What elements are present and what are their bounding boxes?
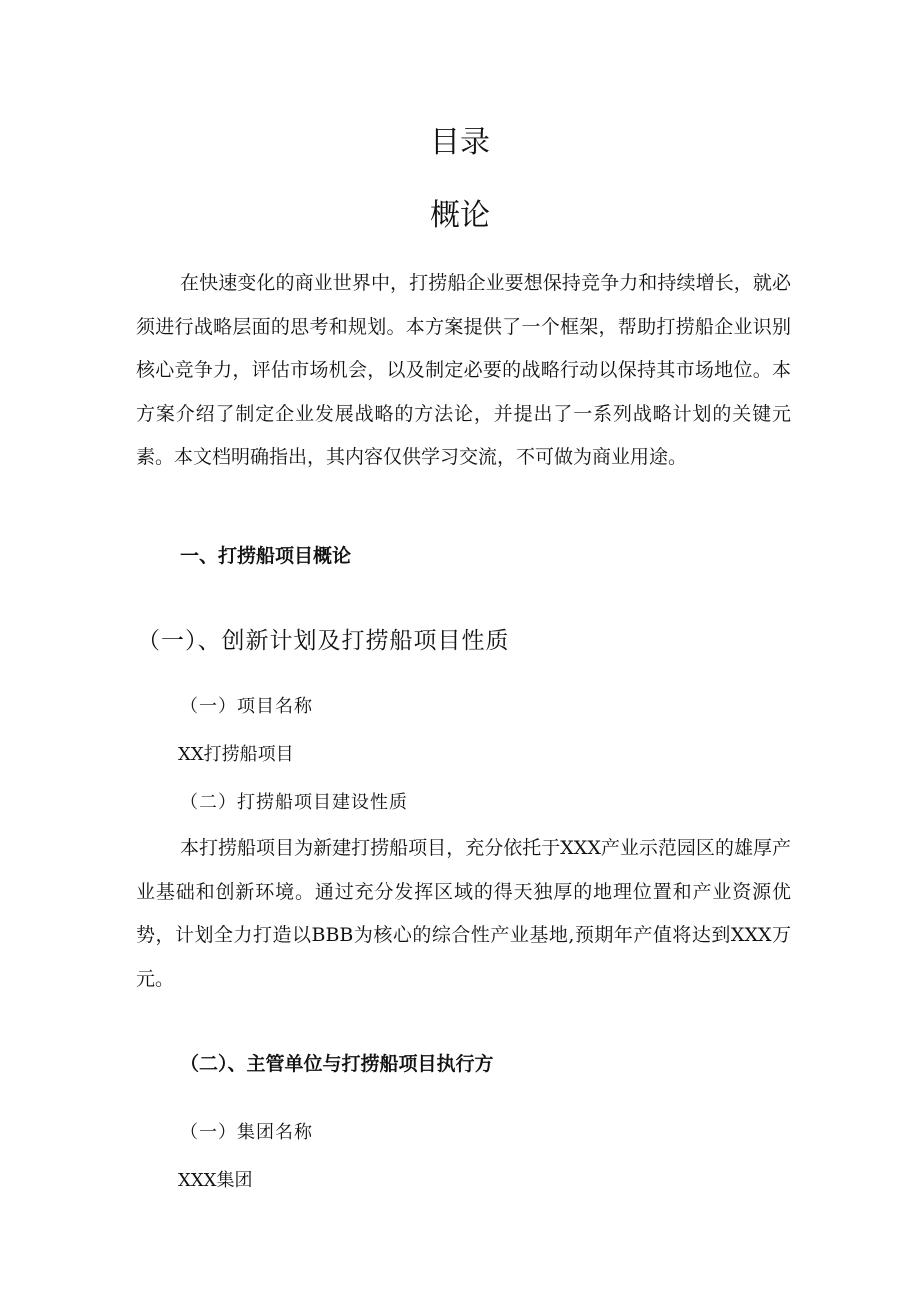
group-name-value: XXX集团 [178, 1170, 253, 1191]
construction-nature-paragraph: 本打捞船项目为新建打捞船项目，充分依托于XXX产业示范园区的雄厚产业基础和创新环境。通过充分发挥区域的得天独厚的地理位置和产业资源优势，计划全力打造以BBB为核心的综合性产业基地,预期年产值将达到XXX万元。 [136, 837, 791, 990]
section-heading-overview: 一、打捞船项目概论 [180, 545, 352, 567]
item-label-project-name: （一）项目名称 [180, 696, 313, 717]
item-label-construction-nature: （二）打捞船项目建设性质 [180, 792, 408, 813]
project-name-value: XX打捞船项目 [178, 744, 294, 765]
toc-title: 目录 [430, 125, 490, 160]
item-label-group-name: （一）集团名称 [180, 1122, 313, 1143]
subsection-heading-executing-party: （二）、主管单位与打捞船项目执行方 [180, 1053, 494, 1075]
intro-paragraph: 在快速变化的商业世界中，打捞船企业要想保持竞争力和持续增长，就必须进行战略层面的思考和规划。本方案提供了一个框架，帮助打捞船企业识别核心竞争力，评估市场机会，以及制定必要的战略行动以保持其市场地位。本方案介绍了制定企业发展战略的方法论，并提出了一系列战略计划的关键元素。本文档明确指出，其内容仅供学习交流，不可做为商业用途。 [136, 272, 791, 468]
overview-title: 概论 [430, 198, 490, 233]
subsection-heading-innovation-plan: （一）、创新计划及打捞船项目性质 [137, 628, 510, 654]
